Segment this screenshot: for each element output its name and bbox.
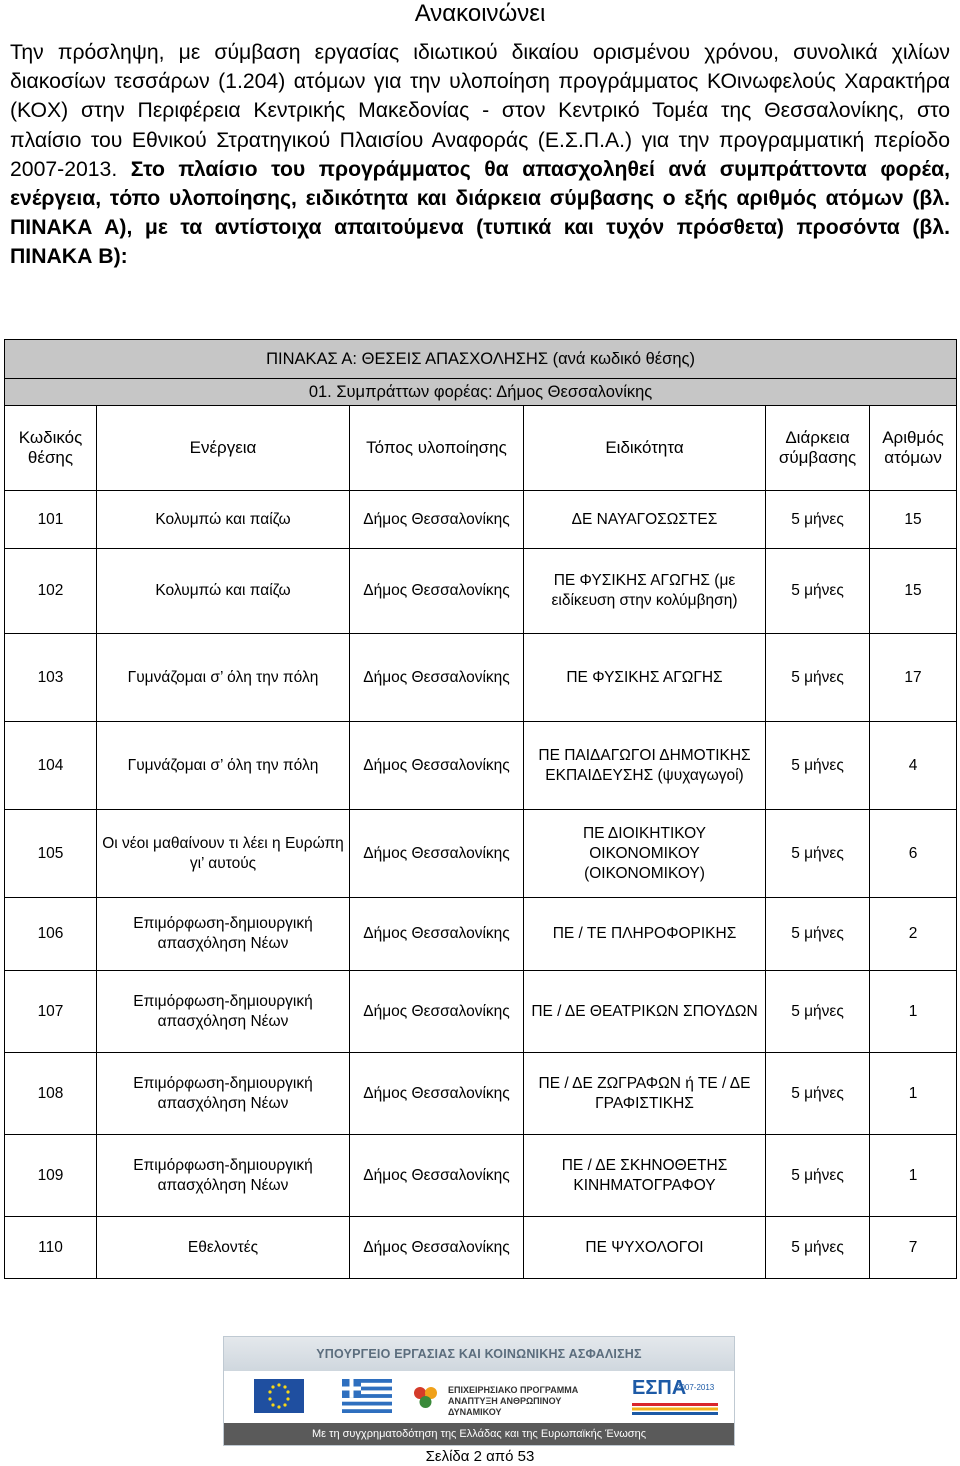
cell-code: 103 <box>5 634 97 722</box>
cell-code: 109 <box>5 1135 97 1217</box>
page-number: Σελίδα 2 από 53 <box>425 1448 535 1465</box>
page-heading: Ανακοινώνει <box>414 0 546 27</box>
header-action: Ενέργεια <box>97 406 350 491</box>
cell-place: Δήμος Θεσσαλονίκης <box>350 1053 524 1135</box>
cell-count: 1 <box>870 971 957 1053</box>
cell-action: Εθελοντές <box>97 1217 350 1279</box>
cell-count: 1 <box>870 1053 957 1135</box>
cell-count: 1 <box>870 1135 957 1217</box>
cell-place: Δήμος Θεσσαλονίκης <box>350 971 524 1053</box>
program-name: ΕΠΙΧΕΙΡΗΣΙΑΚΟ ΠΡΟΓΡΑΜΜΑ ΑΝΑΠΤΥΞΗ ΑΝΘΡΩΠΙΝΟΥ ΔΥΝΑΜΙΚΟΥ <box>448 1385 579 1417</box>
espa-stripes-icon <box>632 1403 718 1415</box>
cell-specialty: ΠΕ ΦΥΣΙΚΗΣ ΑΓΩΓΗΣ <box>524 634 766 722</box>
positions-table <box>4 339 957 1279</box>
header-count: Αριθμός ατόμων <box>870 406 957 491</box>
cell-duration: 5 μήνες <box>766 1053 870 1135</box>
cell-duration: 5 μήνες <box>766 810 870 898</box>
cell-specialty: ΠΕ ΔΙΟΙΚΗΤΙΚΟΥ ΟΙΚΟΝΟΜΙΚΟΥ (ΟΙΚΟΝΟΜΙΚΟΥ) <box>524 810 766 898</box>
cell-specialty <box>524 722 766 810</box>
cell-specialty: ΔΕ ΝΑΥΑΓΟΣΩΣΤΕΣ <box>524 491 766 549</box>
table-title: ΠΙΝΑΚΑΣ Α: ΘΕΣΕΙΣ ΑΠΑΣΧΟΛΗΣΗΣ (ανά κωδικό θέσης) <box>5 340 957 379</box>
cell-duration: 5 μήνες <box>766 634 870 722</box>
cell-action: Κολυμπώ και παίζω <box>97 491 350 549</box>
cell-duration: 5 μήνες <box>766 1135 870 1217</box>
cell-place: Δήμος Θεσσαλονίκης <box>350 1217 524 1279</box>
cell-action: Επιμόρφωση-δημιουργική απασχόληση Νέων <box>97 1135 350 1217</box>
cell-count: 2 <box>870 898 957 971</box>
cell-specialty: ΠΕ / ΤΕ ΠΛΗΡΟΦΟΡΙΚΗΣ <box>524 898 766 971</box>
intro-text-part2: Στο πλαίσιο του προγράμματος θα απασχοληθεί ανά συμπράττοντα φορέα, ενέργεια, τόπο υλοποίησης, ειδικότητα και διάρκεια σύμβασης ο εξής αριθμός ατόμων (βλ. ΠΙΝΑΚΑ Α), με τα αντίστοιχα απαιτούμενα (τυπικά και τυχόν πρόσθετα) προσόντα (βλ. ΠΙΝΑΚΑ Β): <box>10 157 950 269</box>
cell-action: Οι νέοι μαθαίνουν τι λέει η Ευρώπη γι’ αυτούς <box>97 810 350 898</box>
espa-years: 2007-2013 <box>676 1383 715 1392</box>
header-code: Κωδικός θέσης <box>5 406 97 491</box>
cofinance-strip: Με τη συγχρηματοδότηση της Ελλάδας και της Ευρωπαϊκής Ένωσης <box>224 1423 734 1445</box>
cell-duration: 5 μήνες <box>766 898 870 971</box>
cell-specialty: ΠΕ / ΔΕ ΘΕΑΤΡΙΚΩΝ ΣΠΟΥΔΩΝ <box>524 971 766 1053</box>
header-specialty: Ειδικότητα <box>524 406 766 491</box>
cell-place: Δήμος Θεσσαλονίκης <box>350 722 524 810</box>
cell-count: 7 <box>870 1217 957 1279</box>
cell-place: Δήμος Θεσσαλονίκης <box>350 549 524 634</box>
cell-duration: 5 μήνες <box>766 549 870 634</box>
table-row <box>5 722 957 810</box>
header-duration: Διάρκεια σύμβασης <box>766 406 870 491</box>
ministry-strip <box>224 1337 734 1371</box>
cell-specialty: ΠΕ ΦΥΣΙΚΗΣ ΑΓΩΓΗΣ (με ειδίκευση στην κολύμβηση) <box>524 549 766 634</box>
cell-code: 104 <box>5 722 97 810</box>
cell-place: Δήμος Θεσσαλονίκης <box>350 898 524 971</box>
cell-action: Κολυμπώ και παίζω <box>97 549 350 634</box>
table-row <box>5 971 957 1053</box>
table-row <box>5 491 957 549</box>
cell-action: Επιμόρφωση-δημιουργική απασχόληση Νέων <box>97 1053 350 1135</box>
cell-duration: 5 μήνες <box>766 971 870 1053</box>
cell-code: 105 <box>5 810 97 898</box>
cell-code: 108 <box>5 1053 97 1135</box>
cell-count: 6 <box>870 810 957 898</box>
cell-specialty-text: ΠΕ ΠΑΙΔΑΓΩΓΟΙ ΔΗΜΟΤΙΚΗΣ ΕΚΠΑΙΔΕΥΣΗΣ (ψυχαγωγοί) <box>538 746 751 784</box>
espa-logo-text: ΕΣΠΑ <box>632 1377 687 1399</box>
intro-paragraph <box>10 38 950 272</box>
table-row <box>5 549 957 634</box>
cell-code: 110 <box>5 1217 97 1279</box>
table-row <box>5 1135 957 1217</box>
header-place: Τόπος υλοποίησης <box>350 406 524 491</box>
program-logo-icon <box>410 1383 442 1411</box>
cell-code: 107 <box>5 971 97 1053</box>
table-row <box>5 898 957 971</box>
greek-flag-icon <box>342 1379 392 1413</box>
table-row <box>5 1217 957 1279</box>
cell-code: 101 <box>5 491 97 549</box>
cell-code: 102 <box>5 549 97 634</box>
cell-duration: 5 μήνες <box>766 491 870 549</box>
cell-count: 15 <box>870 549 957 634</box>
cell-action: Επιμόρφωση-δημιουργική απασχόληση Νέων <box>97 971 350 1053</box>
logos-strip <box>224 1371 734 1423</box>
eu-flag-icon <box>254 1379 304 1413</box>
cell-duration: 5 μήνες <box>766 1217 870 1279</box>
cell-specialty: ΠΕ / ΔΕ ΣΚΗΝΟΘΕΤΗΣ ΚΙΝΗΜΑΤΟΓΡΑΦΟΥ <box>524 1135 766 1217</box>
ministry-name: ΥΠΟΥΡΓΕΙΟ ΕΡΓΑΣΙΑΣ ΚΑΙ ΚΟΙΝΩΝΙΚΗΣ ΑΣΦΑΛΙΣΗΣ <box>316 1347 642 1361</box>
table-row <box>5 1053 957 1135</box>
cell-specialty: ΠΕ / ΔΕ ΖΩΓΡΑΦΩΝ ή ΤΕ / ΔΕ ΓΡΑΦΙΣΤΙΚΗΣ <box>524 1053 766 1135</box>
cell-specialty: ΠΕ ΨΥΧΟΛΟΓΟΙ <box>524 1217 766 1279</box>
funding-banner <box>223 1336 735 1446</box>
cell-code: 106 <box>5 898 97 971</box>
table-row <box>5 810 957 898</box>
cell-action: Γυμνάζομαι σ’ όλη την πόλη <box>97 634 350 722</box>
cell-count: 4 <box>870 722 957 810</box>
cell-place: Δήμος Θεσσαλονίκης <box>350 634 524 722</box>
cell-place: Δήμος Θεσσαλονίκης <box>350 810 524 898</box>
cell-place: Δήμος Θεσσαλονίκης <box>350 1135 524 1217</box>
cell-place: Δήμος Θεσσαλονίκης <box>350 491 524 549</box>
intro-text-part1: Την πρόσληψη, με σύμβαση εργασίας ιδιωτικού δικαίου ορισμένου χρόνου, συνολικά χιλίων διακοσίων τεσσάρων (1.204) ατόμων για την υλοποίηση προγράμματος ΚΟινωφελούς Χαρακτήρα (ΚΟΧ) στην Περιφέρεια Κεντρικής Μακεδονίας - στον Κεντρικό Τομέα της Θεσσαλονίκης, στο πλαίσιο του Εθνικού Στρατηγικού Πλαισίου Αναφοράς (Ε.Σ.Π.Α.) για την προγραμματική περίοδο 2007-2013. <box>10 41 950 181</box>
table-header-row <box>5 406 957 491</box>
cell-count: 15 <box>870 491 957 549</box>
cell-action: Γυμνάζομαι σ’ όλη την πόλη <box>97 722 350 810</box>
cell-duration: 5 μήνες <box>766 722 870 810</box>
cell-action: Επιμόρφωση-δημιουργική απασχόληση Νέων <box>97 898 350 971</box>
table-row <box>5 634 957 722</box>
table-subtitle: 01. Συμπράττων φορέας: Δήμος Θεσσαλονίκης <box>5 379 957 406</box>
cell-count: 17 <box>870 634 957 722</box>
